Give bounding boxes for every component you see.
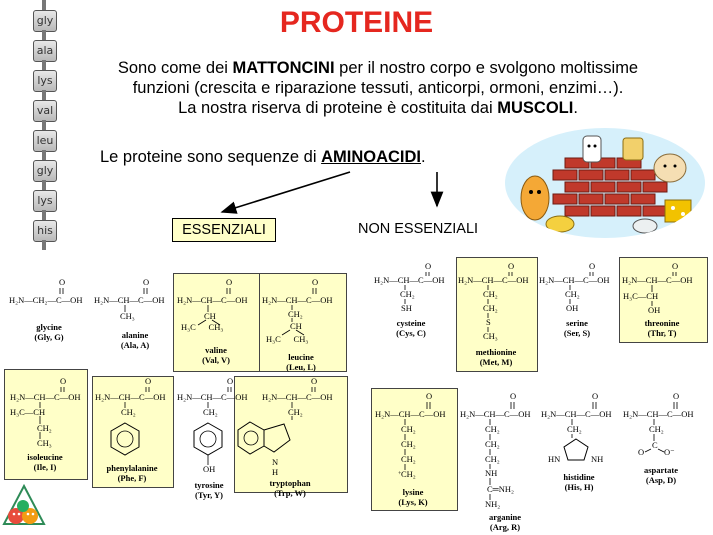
isoleucine-side-ch2: CH₂ [37, 423, 52, 433]
aspartate-side-o: O [638, 447, 645, 457]
histidine-side-hn: HN [548, 454, 561, 464]
leucine-side-ch2: CH₂ [288, 309, 303, 319]
serine-side-ch2: CH₂ [565, 289, 580, 299]
amino-abbr: (Cys, C) [396, 328, 426, 338]
carbonyl-o: O [226, 277, 233, 287]
carbonyl-o: O [510, 391, 517, 401]
nonessential-label: NON ESSENZIALI [358, 221, 479, 237]
arginine-side-cnh2: C═NH₂ [487, 484, 514, 494]
amino-abbr: (Val, V) [202, 355, 230, 365]
valine-side-ch: CH [204, 311, 216, 321]
glycine-backbone: H₂N—CH₂—C—OH [9, 295, 83, 305]
isoleucine-side-ch3: CH₃ [37, 438, 52, 448]
carbonyl-o: O [60, 376, 67, 386]
cysteine-backbone: H₂N—CH—C—OH [374, 275, 445, 285]
amino-name: leucine [288, 352, 314, 362]
lysine-side-ch2: CH₂ [401, 454, 416, 464]
arginine-side-nh2: NH₂ [485, 499, 501, 509]
amino-abbr: (Met, M) [479, 357, 513, 367]
tyrosine-side-ch2: CH₂ [203, 407, 218, 417]
methionine-side-s: S [486, 317, 491, 327]
subheading-text: . [421, 148, 426, 166]
lysine-plus: + [398, 471, 402, 477]
lysine-backbone: H₂N—CH—C—OH [375, 409, 446, 419]
amino-name: phenylalanine [106, 463, 158, 473]
intro-emphasis: MUSCOLI [497, 99, 574, 117]
amino-abbr: (His, H) [564, 482, 594, 492]
lysine-side-ch2: CH₂ [401, 424, 416, 434]
amino-abbr: (Ile, I) [33, 462, 57, 472]
carbonyl-o: O [227, 376, 234, 386]
amino-abbr: (Tyr, Y) [194, 490, 223, 500]
tyrosine-side-oh: OH [203, 464, 216, 474]
methionine-side-ch2: CH₂ [483, 303, 498, 313]
amino-name: histidine [563, 472, 595, 482]
chain-link-6: gly [33, 160, 57, 182]
fruit-logo-icon [2, 484, 46, 530]
lysine-side-ch2: CH₂ [401, 469, 416, 479]
amino-name: tyrosine [194, 480, 224, 490]
aspartate-side-o-minus: O⁻ [664, 447, 675, 457]
amino-abbr: (Thr, T) [647, 328, 677, 338]
slide-title: PROTEINE [279, 6, 434, 39]
carbonyl-o: O [143, 277, 150, 287]
intro-text-part: Sono come dei [117, 59, 233, 77]
tryptophan-side-h: H [272, 467, 279, 477]
amino-abbr: (Ser, S) [563, 328, 591, 338]
intro-text-part: . [573, 99, 578, 117]
amino-name: threonine [644, 318, 680, 328]
tyrosine-backbone: H₂N—CH—C—OH [177, 392, 248, 402]
leucine-side-methyls: H₃C CH₃ [266, 334, 309, 344]
intro-text-part: per il nostro corpo e svolgono moltissime [334, 59, 639, 77]
amino-abbr: (Leu, L) [286, 362, 316, 372]
carbonyl-o: O [145, 376, 152, 386]
carbonyl-o: O [508, 261, 515, 271]
carbonyl-o: O [589, 261, 596, 271]
amino-abbr: (Lys, K) [398, 497, 428, 507]
amino-abbr: (Ala, A) [120, 340, 150, 350]
arginine-backbone: H₂N—CH—C—OH [460, 409, 531, 419]
chain-link-2: ala [33, 40, 57, 62]
subheading-emphasis: AMINOACIDI [321, 148, 422, 166]
chain-link-8: his [33, 220, 57, 242]
carbonyl-o: O [673, 391, 680, 401]
leucine-side-ch: CH [290, 321, 302, 331]
cysteine-side-ch2: CH₂ [400, 289, 415, 299]
amino-name: methionine [475, 347, 517, 357]
amino-abbr: (Phe, F) [117, 473, 147, 483]
valine-side-methyls: H₃C CH₃ [181, 322, 224, 332]
carbonyl-o: O [312, 277, 319, 287]
chain-link-4: val [33, 100, 57, 122]
carbonyl-o: O [426, 391, 433, 401]
chain-link-5: leu [33, 130, 57, 152]
amino-name: lysine [402, 487, 424, 497]
methionine-side-ch2: CH₂ [483, 289, 498, 299]
cysteine-side-sh: SH [401, 303, 412, 313]
carbonyl-o: O [311, 376, 318, 386]
amino-name: tryptophan [269, 478, 311, 488]
chain-link-7: lys [33, 190, 57, 212]
carbonyl-o: O [672, 261, 679, 271]
histidine-backbone: H₂N—CH—C—OH [541, 409, 612, 419]
histidine-side-ch2: CH₂ [567, 424, 582, 434]
threonine-backbone: H₂N—CH—C—OH [622, 275, 693, 285]
amino-abbr: (Gly, G) [34, 332, 64, 342]
amino-name: arganine [488, 512, 522, 522]
arginine-side-ch2: CH₂ [485, 424, 500, 434]
aspartate-side-c: C [652, 440, 658, 450]
subheading-text: Le proteine sono sequenze di [100, 148, 322, 166]
intro-emphasis: MATTONCINI [232, 59, 335, 77]
phenylalanine-backbone: H₂N—CH—C—OH [95, 392, 166, 402]
isoleucine-backbone: H₂N—CH—C—OH [10, 392, 81, 402]
chain-link-3: lys [33, 70, 57, 92]
arginine-side-ch2: CH₂ [485, 439, 500, 449]
chain-link-1: gly [33, 10, 57, 32]
amino-name: glycine [36, 322, 62, 332]
alanine-backbone: H₂N—CH—C—OH [94, 295, 165, 305]
serine-side-oh: OH [566, 303, 579, 313]
amino-name: isoleucine [27, 452, 63, 462]
amino-abbr: (Arg, R) [489, 522, 521, 532]
valine-backbone: H₂N—CH—C—OH [177, 295, 248, 305]
carbonyl-o: O [59, 277, 66, 287]
essential-label: ESSENZIALI [172, 218, 276, 242]
amino-name: cysteine [396, 318, 426, 328]
methionine-backbone: H₂N—CH—C—OH [458, 275, 529, 285]
leucine-backbone: H₂N—CH—C—OH [262, 295, 333, 305]
aspartate-backbone: H₂N—CH—C—OH [623, 409, 694, 419]
carbonyl-o: O [592, 391, 599, 401]
arginine-side-nh: NH [485, 468, 498, 478]
threonine-side-ch: H₃C—CH [623, 291, 659, 301]
serine-backbone: H₂N—CH—C—OH [539, 275, 610, 285]
tryptophan-backbone: H₂N—CH—C—OH [262, 392, 333, 402]
amino-name: alanine [121, 330, 149, 340]
histidine-side-nh: NH [591, 454, 604, 464]
intro-line-2: funzioni (crescita e riparazione tessuti, anticorpi, ormoni, enzimi…). [132, 79, 624, 97]
amino-abbr: (Trp, W) [274, 488, 306, 498]
phenylalanine-side-ch2: CH₂ [121, 407, 136, 417]
amino-name: serine [566, 318, 588, 328]
methionine-side-ch3: CH₃ [483, 331, 498, 341]
tryptophan-side-ch2: CH₂ [288, 407, 303, 417]
arginine-side-ch2: CH₂ [485, 454, 500, 464]
tryptophan-side-n: N [272, 457, 279, 467]
isoleucine-side-ch: H₃C—CH [10, 407, 46, 417]
aspartate-side-ch2: CH₂ [649, 424, 664, 434]
threonine-side-oh: OH [648, 305, 661, 315]
intro-text-part: La nostra riserva di proteine è costituita dai [178, 99, 498, 117]
lysine-side-ch2: CH₂ [401, 439, 416, 449]
alanine-side-ch3: CH₃ [120, 311, 135, 321]
amino-name: aspartate [644, 465, 678, 475]
amino-name: valine [205, 345, 227, 355]
amino-abbr: (Asp, D) [645, 475, 677, 485]
carbonyl-o: O [425, 261, 432, 271]
